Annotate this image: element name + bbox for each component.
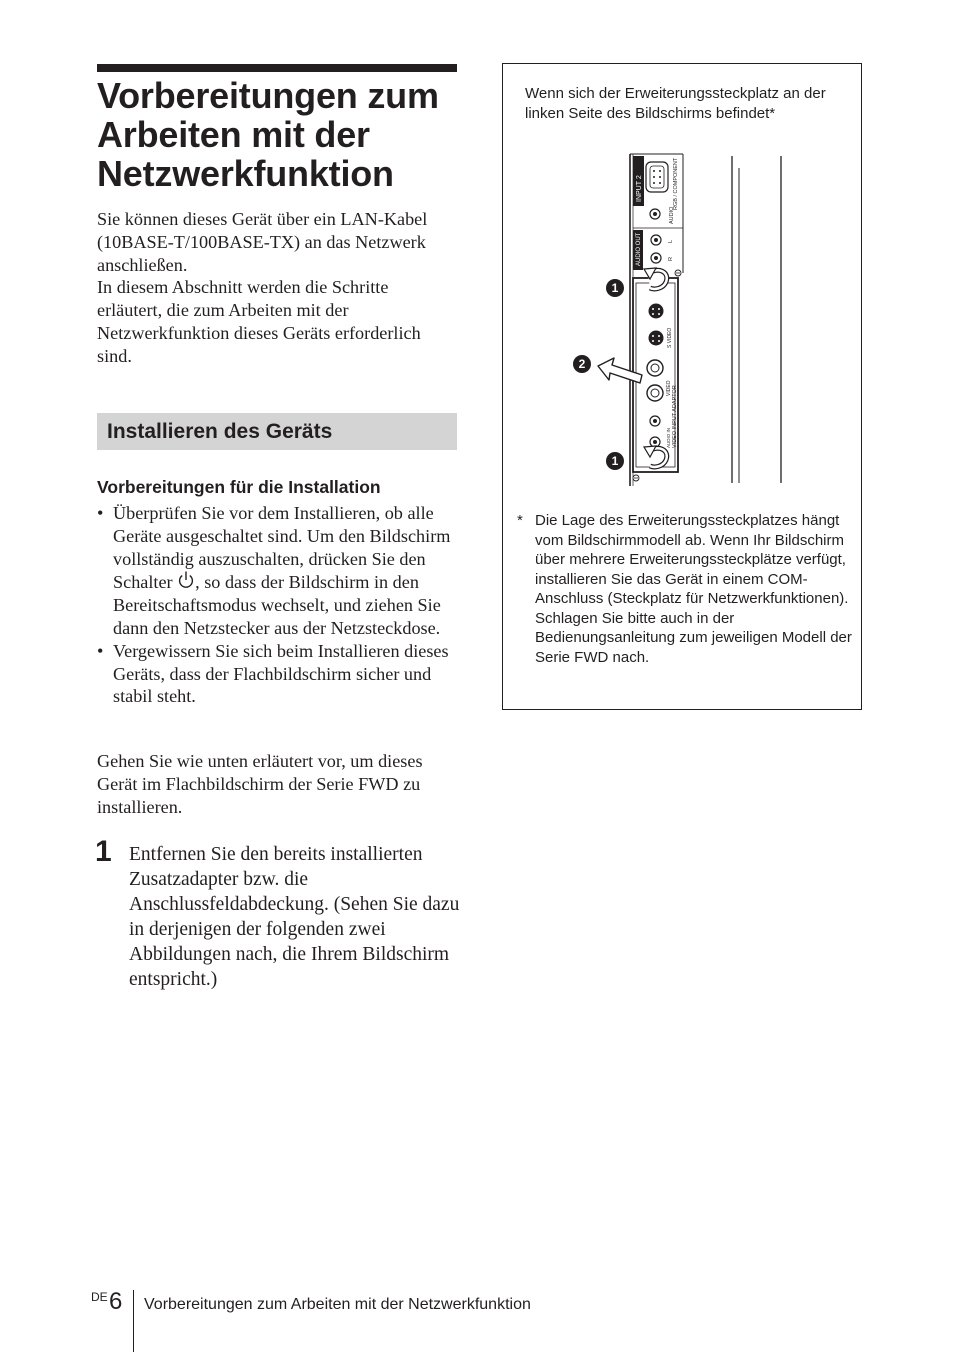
figure-footnote: [517, 511, 857, 667]
pin: [653, 182, 655, 184]
bullet-marker: •: [97, 503, 104, 523]
callout-1-top-label: 1: [611, 281, 619, 295]
video-connector-core: [651, 364, 659, 372]
audio-in-label: AUDIO IN: [666, 427, 671, 448]
audio-jack-core: [654, 238, 658, 242]
input2-label: INPUT 2: [636, 175, 643, 202]
s-video-pin: [652, 313, 654, 315]
footnote-marker: *: [517, 512, 523, 529]
preparation-list: [97, 502, 457, 708]
s-video-pin: [658, 313, 660, 315]
audio-r-label: R: [668, 257, 674, 261]
audio-label: AUDIO: [669, 206, 675, 224]
audio-out-label: AUDIO OUT: [636, 232, 642, 266]
connector-panel-illustration: [562, 148, 822, 490]
adaptor-label: VIDEO INPUT ADAPTOR: [672, 385, 678, 448]
pull-out-arrow-icon: [598, 358, 642, 383]
rgb-component-label: RGB / COMPONENT: [673, 157, 679, 210]
running-footer: Vorbereitungen zum Arbeiten mit der Netzwerkfunktion: [144, 1296, 531, 1313]
s-video-pin: [652, 308, 654, 310]
intro-paragraph: Sie können dieses Gerät über ein LAN-Kabel (10BASE-T/100BASE-TX) an das Netzwerk anschließen. In diesem Abschnitt werden die Schritte erläutert, die zum Arbeiten mit der Netzwerkfunktion dieses Geräts erforderlich sind.: [97, 209, 428, 366]
section-title: Installieren des Geräts: [107, 420, 333, 443]
video-connector-icon: [647, 360, 663, 376]
s-video-pin: [658, 335, 660, 337]
page-language-prefix: DE: [91, 1290, 108, 1304]
footer-divider: [133, 1290, 134, 1352]
page-title: Vorbereitungen zum Arbeiten mit der Netzwerkfunktion: [97, 75, 439, 194]
s-video-pin: [658, 340, 660, 342]
pin: [659, 176, 661, 178]
page-number: 6: [109, 1288, 123, 1315]
audio-jack-core: [653, 212, 657, 216]
video-connector-core: [651, 389, 659, 397]
list-item: [97, 502, 457, 640]
video-connector-icon: [647, 385, 663, 401]
s-video-pin: [652, 335, 654, 337]
audio-jack-core: [653, 419, 657, 423]
audio-jack-core: [654, 256, 658, 260]
title-rule: [97, 64, 457, 72]
bullet-marker: •: [97, 640, 104, 661]
step-text: Entfernen Sie den bereits installierten Zusatzadapter bzw. die Anschlussfeldabdeckung. (Sehen Sie dazu in derjenigen der folgenden zwei Abbildungen nach, die Ihrem Bildschirm entspricht.): [129, 844, 460, 990]
power-icon: [177, 570, 195, 590]
rgb-connector-icon: [646, 162, 668, 192]
footnote-text: Die Lage des Erweiterungssteckplatzes hängt vom Bildschirmmodell ab. Wenn Ihr Bildschirm über mehrere Erweiterungssteckplätze verfügt, installieren Sie das Gerät in einem COM-Anschluss (Steckplatz für Netzwerkfunktionen). Schlagen Sie bitte auch in der Bedienungsanleitung zum jeweiligen Modell der Serie FWD nach.: [535, 512, 852, 666]
s-video-connector-icon: [649, 331, 664, 346]
pin: [659, 182, 661, 184]
pin: [653, 170, 655, 172]
callout-2-label: 2: [578, 357, 586, 371]
s-video-pin: [658, 308, 660, 310]
callout-1-bottom-label: 1: [611, 454, 619, 468]
pin: [653, 176, 655, 178]
rgb-connector-inner: [650, 166, 664, 188]
list-item-text: Vergewissern Sie sich beim Installieren dieses Geräts, dass der Flachbildschirm sicher und stabil steht.: [113, 640, 449, 707]
audio-jack-core: [653, 440, 657, 444]
audio-l-label: L: [668, 239, 674, 243]
pin: [659, 170, 661, 172]
list-item: [97, 640, 457, 708]
list-item-text-start: Überprüfen Sie vor dem Installieren, ob alle Geräte ausgeschaltet sind. Um den Bildschirm vollständig auszuschalten, drücken Sie den Schalter: [113, 503, 451, 593]
list-item-text-end: , so dass der Bildschirm in den Bereitschaftsmodus wechselt, und ziehen Sie dann den Netzstecker aus der Netzsteckdose.: [113, 572, 441, 638]
s-video-label: S VIDEO: [667, 327, 673, 348]
s-video-pin: [652, 340, 654, 342]
subsection-title: Vorbereitungen für die Installation: [97, 477, 381, 497]
body-paragraph: Gehen Sie wie unten erläutert vor, um dieses Gerät im Flachbildschirm der Serie FWD zu installieren.: [97, 751, 423, 817]
step-number: 1: [95, 835, 112, 868]
video-label: VIDEO: [666, 380, 672, 396]
s-video-connector-icon: [649, 304, 664, 319]
figure-caption: Wenn sich der Erweiterungssteckplatz an der linken Seite des Bildschirms befindet*: [525, 85, 826, 122]
